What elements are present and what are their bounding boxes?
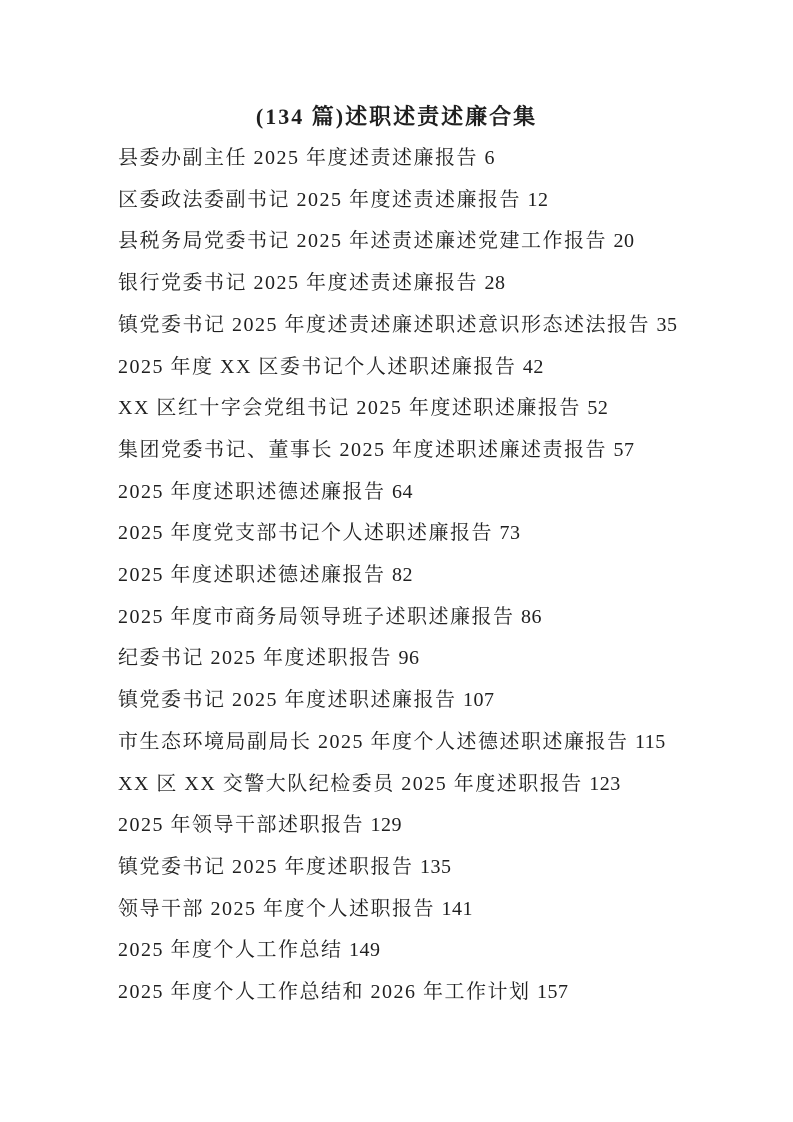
toc-entry-text: 镇党委书记 2025 年度述职报告 xyxy=(118,855,414,878)
toc-list xyxy=(118,138,678,1014)
toc-entry xyxy=(118,430,675,472)
toc-entry-page-number: 149 xyxy=(349,939,381,962)
toc-entry-page-number: 64 xyxy=(392,480,413,503)
toc-entry-page-number: 35 xyxy=(656,313,678,336)
document-title: (134 篇)述职述责述廉合集 xyxy=(255,104,538,129)
toc-entry-text: 市生态环境局副局长 2025 年度个人述德述职述廉报告 xyxy=(118,730,629,753)
toc-entry xyxy=(118,180,675,222)
toc-entry xyxy=(118,680,675,722)
toc-entry-page-number: 52 xyxy=(587,397,609,420)
toc-entry-text: XX 区 XX 交警大队纪检委员 2025 年度述职报告 xyxy=(118,772,583,795)
toc-entry-page-number: 20 xyxy=(613,230,635,253)
toc-entry-page-number: 73 xyxy=(499,522,521,545)
toc-entry xyxy=(118,597,675,639)
toc-entry xyxy=(118,889,675,931)
toc-entry-text: 镇党委书记 2025 年度述职述廉报告 xyxy=(118,689,457,712)
toc-entry-page-number: 86 xyxy=(521,605,542,628)
toc-entry-text: 2025 年度述职述德述廉报告 xyxy=(118,480,386,503)
toc-entry-page-number: 157 xyxy=(537,981,569,1004)
toc-entry xyxy=(118,138,675,180)
toc-entry-text: 2025 年度个人工作总结 xyxy=(118,939,343,962)
toc-entry-page-number: 129 xyxy=(370,814,402,837)
toc-entry xyxy=(118,847,675,889)
toc-entry xyxy=(118,263,675,305)
toc-entry-text: 2025 年度述职述德述廉报告 xyxy=(118,564,386,587)
toc-entry-text: 领导干部 2025 年度个人述职报告 xyxy=(118,897,435,920)
toc-entry-text: 纪委书记 2025 年度述职报告 xyxy=(118,647,392,670)
toc-entry-text: 区委政法委副书记 2025 年度述责述廉报告 xyxy=(118,188,521,211)
toc-entry-page-number: 135 xyxy=(420,855,452,878)
toc-entry-page-number: 12 xyxy=(527,188,549,211)
toc-entry xyxy=(118,513,675,555)
toc-entry xyxy=(118,555,675,597)
toc-entry-text: 2025 年度市商务局领导班子述职述廉报告 xyxy=(118,605,515,628)
toc-entry xyxy=(118,764,675,806)
toc-entry-text: 2025 年领导干部述职报告 xyxy=(118,814,364,837)
toc-entry xyxy=(118,722,675,764)
toc-entry xyxy=(118,972,675,1014)
toc-entry-page-number: 28 xyxy=(484,272,506,295)
toc-entry xyxy=(118,638,675,680)
toc-entry-text: 集团党委书记、董事长 2025 年度述职述廉述责报告 xyxy=(118,438,607,461)
toc-entry-text: 镇党委书记 2025 年度述责述廉述职述意识形态述法报告 xyxy=(118,313,650,336)
toc-entry xyxy=(118,930,675,972)
toc-entry-text: XX 区红十字会党组书记 2025 年度述职述廉报告 xyxy=(118,397,581,420)
toc-entry xyxy=(118,472,675,514)
toc-entry xyxy=(118,388,675,430)
toc-entry-text: 县委办副主任 2025 年度述责述廉报告 xyxy=(118,147,478,169)
toc-entry-page-number: 6 xyxy=(484,147,495,169)
toc-entry xyxy=(118,221,675,263)
toc-entry-page-number: 42 xyxy=(522,355,544,378)
toc-entry-page-number: 115 xyxy=(635,730,666,753)
toc-entry xyxy=(118,305,678,347)
toc-entry-text: 2025 年度党支部书记个人述职述廉报告 xyxy=(118,522,493,545)
toc-entry-page-number: 141 xyxy=(441,897,473,920)
toc-entry-page-number: 107 xyxy=(463,689,495,712)
toc-entry-page-number: 96 xyxy=(398,647,420,670)
toc-entry-text: 县税务局党委书记 2025 年述责述廉述党建工作报告 xyxy=(118,230,607,253)
toc-entry-page-number: 82 xyxy=(392,564,413,587)
toc-entry xyxy=(118,347,675,389)
toc-entry-text: 2025 年度 XX 区委书记个人述职述廉报告 xyxy=(118,355,517,378)
toc-entry-text: 银行党委书记 2025 年度述责述廉报告 xyxy=(118,272,478,295)
toc-entry xyxy=(118,805,675,847)
toc-entry-page-number: 57 xyxy=(613,438,635,461)
toc-entry-text: 2025 年度个人工作总结和 2026 年工作计划 xyxy=(118,981,531,1004)
toc-entry-page-number: 123 xyxy=(589,772,621,795)
